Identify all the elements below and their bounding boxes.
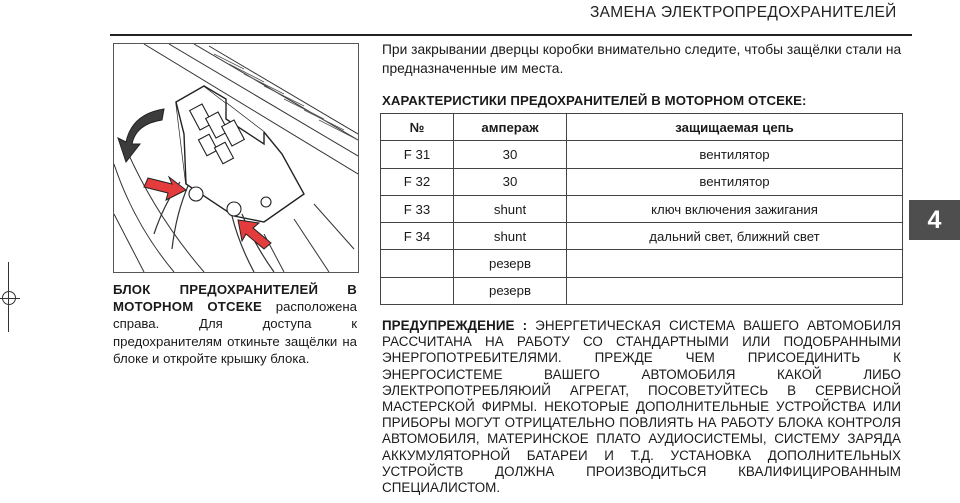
fuse-circuit <box>567 277 903 304</box>
column-header-circuit: защищаемая цепь <box>567 114 903 141</box>
table-row <box>381 141 903 168</box>
engine-bay-drawing <box>114 44 358 272</box>
registration-mark-icon <box>2 291 16 305</box>
column-header-amperage: ампераж <box>454 114 567 141</box>
chapter-tab: 4 <box>909 200 960 240</box>
fuse-circuit: вентилятор <box>567 168 903 195</box>
page-header-title: ЗАМЕНА ЭЛЕКТРОПРЕДОХРАНИТЕЛЕЙ <box>590 4 897 21</box>
fuse-amperage: shunt <box>454 195 567 222</box>
fuse-amperage: резерв <box>454 277 567 304</box>
table-row <box>381 250 903 277</box>
fuse-number: F 32 <box>381 168 454 195</box>
table-row <box>381 223 903 250</box>
fuse-number: F 33 <box>381 195 454 222</box>
figure-caption <box>113 281 357 367</box>
warning-label: ПРЕДУПРЕЖДЕНИЕ : <box>382 318 528 333</box>
fuse-number <box>381 250 454 277</box>
fuse-circuit: дальний свет, ближний свет <box>567 223 903 250</box>
caption-title: БЛОК ПРЕДОХРАНИТЕЛЕЙ В МОТОРНОМ ОТСЕКЕ <box>113 282 357 315</box>
fuse-amperage: резерв <box>454 250 567 277</box>
table-row <box>381 168 903 195</box>
fuse-circuit <box>567 250 903 277</box>
column-header-number: № <box>381 114 454 141</box>
fuse-number: F 34 <box>381 223 454 250</box>
header-divider <box>110 34 912 36</box>
fuse-circuit: ключ включения зажигания <box>567 195 903 222</box>
fuse-amperage: 30 <box>454 141 567 168</box>
caption-text: расположена справа. Для доступа к предохранителям откиньте защёлки на блоке и откройте крышку блока. <box>113 299 357 366</box>
fuse-amperage: 30 <box>454 168 567 195</box>
fuse-number <box>381 277 454 304</box>
warning-block <box>382 318 901 496</box>
fuse-circuit: вентилятор <box>567 141 903 168</box>
intro-paragraph: При закрывании дверцы коробки внимательно следите, чтобы защёлки стали на предназначенные им места. <box>382 42 902 76</box>
latch-arrow-icon <box>238 220 271 249</box>
table-row <box>381 195 903 222</box>
fuse-table <box>380 113 903 305</box>
fuse-amperage: shunt <box>454 223 567 250</box>
warning-text: ЭНЕРГЕТИЧЕСКАЯ СИСТЕМА ВАШЕГО АВТОМОБИЛЯ РАССЧИТАНА НА РАБОТУ СО СТАНДАРТНЫМИ ИЛИ ПОДОБРАННЫМИ ЭНЕРГОПОТРЕБИТЕЛЯМИ. ПРЕЖДЕ ЧЕМ ПРИСОЕДИНИТЬ К ЭНЕРГОСИСТЕМЕ ВАШЕГО АВТОМОБИЛЯ КАКОЙ ЛИБО ЭЛЕКТРОПОТРЕБЛЯЮИЙ АГРЕГАТ, ПОСОВЕТУЙТЕСЬ В СЕРВИСНОЙ МАСТЕРСКОЙ ФИРМЫ. НЕКОТОРЫЕ ДОПОЛНИТЕЛЬНЫЕ УСТРОЙСТВА ИЛИ ПРИБОРЫ МОГУТ ОТРИЦАТЕЛЬНО ПОВЛИЯТЬ НА РАБОТУ БЛОКА КОНТРОЛЯ АВТОМОБИЛЯ, МАТЕРИНСКОЕ ПЛАТО АУДИОСИСТЕМЫ, СИСТЕМУ ЗАРЯДА АККУМУЛЯТОРНОЙ БАТАРЕИ И Т.Д. УСТАНОВКА ДОПОЛНИТЕЛЬНЫХ УСТРОЙСТВ ДОЛЖНА ПРОИЗВОДИТЬСЯ КВАЛИФИЦИРОВАННЫМ СПЕЦИАЛИСТОМ. <box>382 318 901 496</box>
rotate-arrow-icon <box>118 109 164 162</box>
table-header-row <box>381 114 903 141</box>
fuse-box-illustration <box>113 43 359 273</box>
fuse-table-title: ХАРАКТЕРИСТИКИ ПРЕДОХРАНИТЕЛЕЙ В МОТОРНОМ ОТСЕКЕ: <box>382 93 807 108</box>
fuse-number: F 31 <box>381 141 454 168</box>
table-row <box>381 277 903 304</box>
